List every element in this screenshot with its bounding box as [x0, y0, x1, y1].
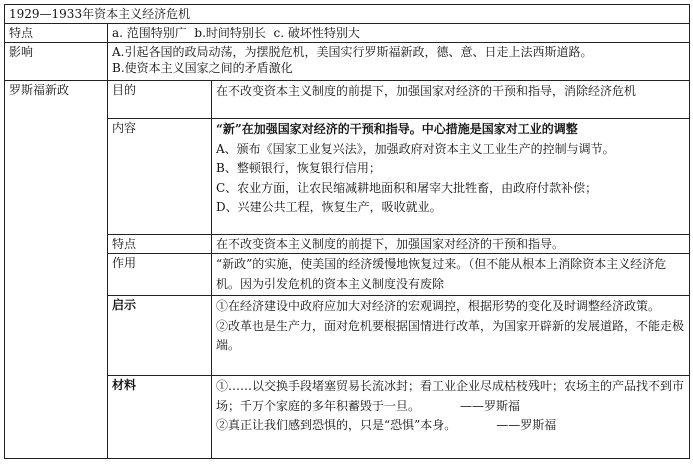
- materials-label: 材料: [108, 376, 212, 459]
- history-table: [4, 4, 690, 459]
- content-cell: [212, 119, 690, 235]
- effect-text: “新政”的实施，使美国的经济缓慢地恢复过来。（但不能从根本上消除资本主义经济危机。因为引发危机的资本主义制度没有废除: [212, 254, 690, 296]
- impact-line-b: B.使资本主义国家之间的矛盾激化: [112, 61, 293, 75]
- materials-quote-2: ②真正让我们感到恐惧的，只是“恐惧”本身。: [216, 418, 457, 432]
- materials-signature-1: ——罗斯福: [460, 398, 521, 413]
- characteristic-text: 在不改变资本主义制度的前提下，加强国家对经济的干预和指导。: [212, 235, 690, 254]
- inspiration-point-2: ②改革也是生产力，面对危机要根据国情进行改革，为国家开辟新的发展道路，不能走极端。: [216, 318, 685, 352]
- materials-quote-1: ①……以交换手段堵塞贸易长流冰封；看工业企业尽成枯枝残叶；农场主的产品找不到市场；千万个家庭的多年积蓄毁于一旦。: [216, 379, 685, 413]
- inspiration-label: 启示: [108, 296, 212, 376]
- materials-quote-1-block: [216, 377, 685, 416]
- impact-line-a: A.引起各国的政局动荡，为摆脱危机，美国实行罗斯福新政，德、意、日走上法西斯道路。: [112, 45, 593, 59]
- content-headline: “新”在加强国家对经济的干预和指导。中心措施是国家对工业的调整: [216, 122, 578, 136]
- inspiration-point-1: ①在经济建设中政府应加大对经济的宏观调控，根据形势的变化及时调整经济政策。: [216, 299, 661, 313]
- characteristic-label: 特点: [108, 235, 212, 254]
- purpose-label: 目的: [108, 81, 212, 119]
- new-deal-label: 罗斯福新政: [5, 81, 108, 459]
- features-label: 特点: [5, 24, 108, 43]
- purpose-text: 在不改变资本主义制度的前提下，加强国家对经济的干预和指导，消除经济危机: [212, 81, 690, 119]
- effect-label: 作用: [108, 254, 212, 296]
- materials-signature-2: ——罗斯福: [496, 418, 557, 432]
- content-label: 内容: [108, 119, 212, 235]
- content-item-c: C、农业方面，让农民缩减耕地面积和屠宰大批牲畜，由政府付款补偿；: [216, 180, 598, 195]
- inspiration-cell: [212, 296, 690, 376]
- content-item-a: A、颁布《国家工业复兴法》，加强政府对资本主义工业生产的控制与调节。: [216, 141, 615, 156]
- content-item-d: D、兴建公共工程，恢复生产，吸收就业。: [216, 200, 442, 214]
- table-title: 1929—1933年资本主义经济危机: [5, 5, 690, 24]
- materials-cell: [212, 376, 690, 459]
- impact-value: [108, 43, 690, 81]
- impact-label: 影响: [5, 43, 108, 81]
- features-value: a. 范围特别广 b.时间特别长 c. 破坏性特别大: [108, 24, 690, 43]
- materials-quote-2-block: [216, 416, 685, 436]
- content-item-b: B、整顿银行，恢复银行信用；: [216, 161, 381, 175]
